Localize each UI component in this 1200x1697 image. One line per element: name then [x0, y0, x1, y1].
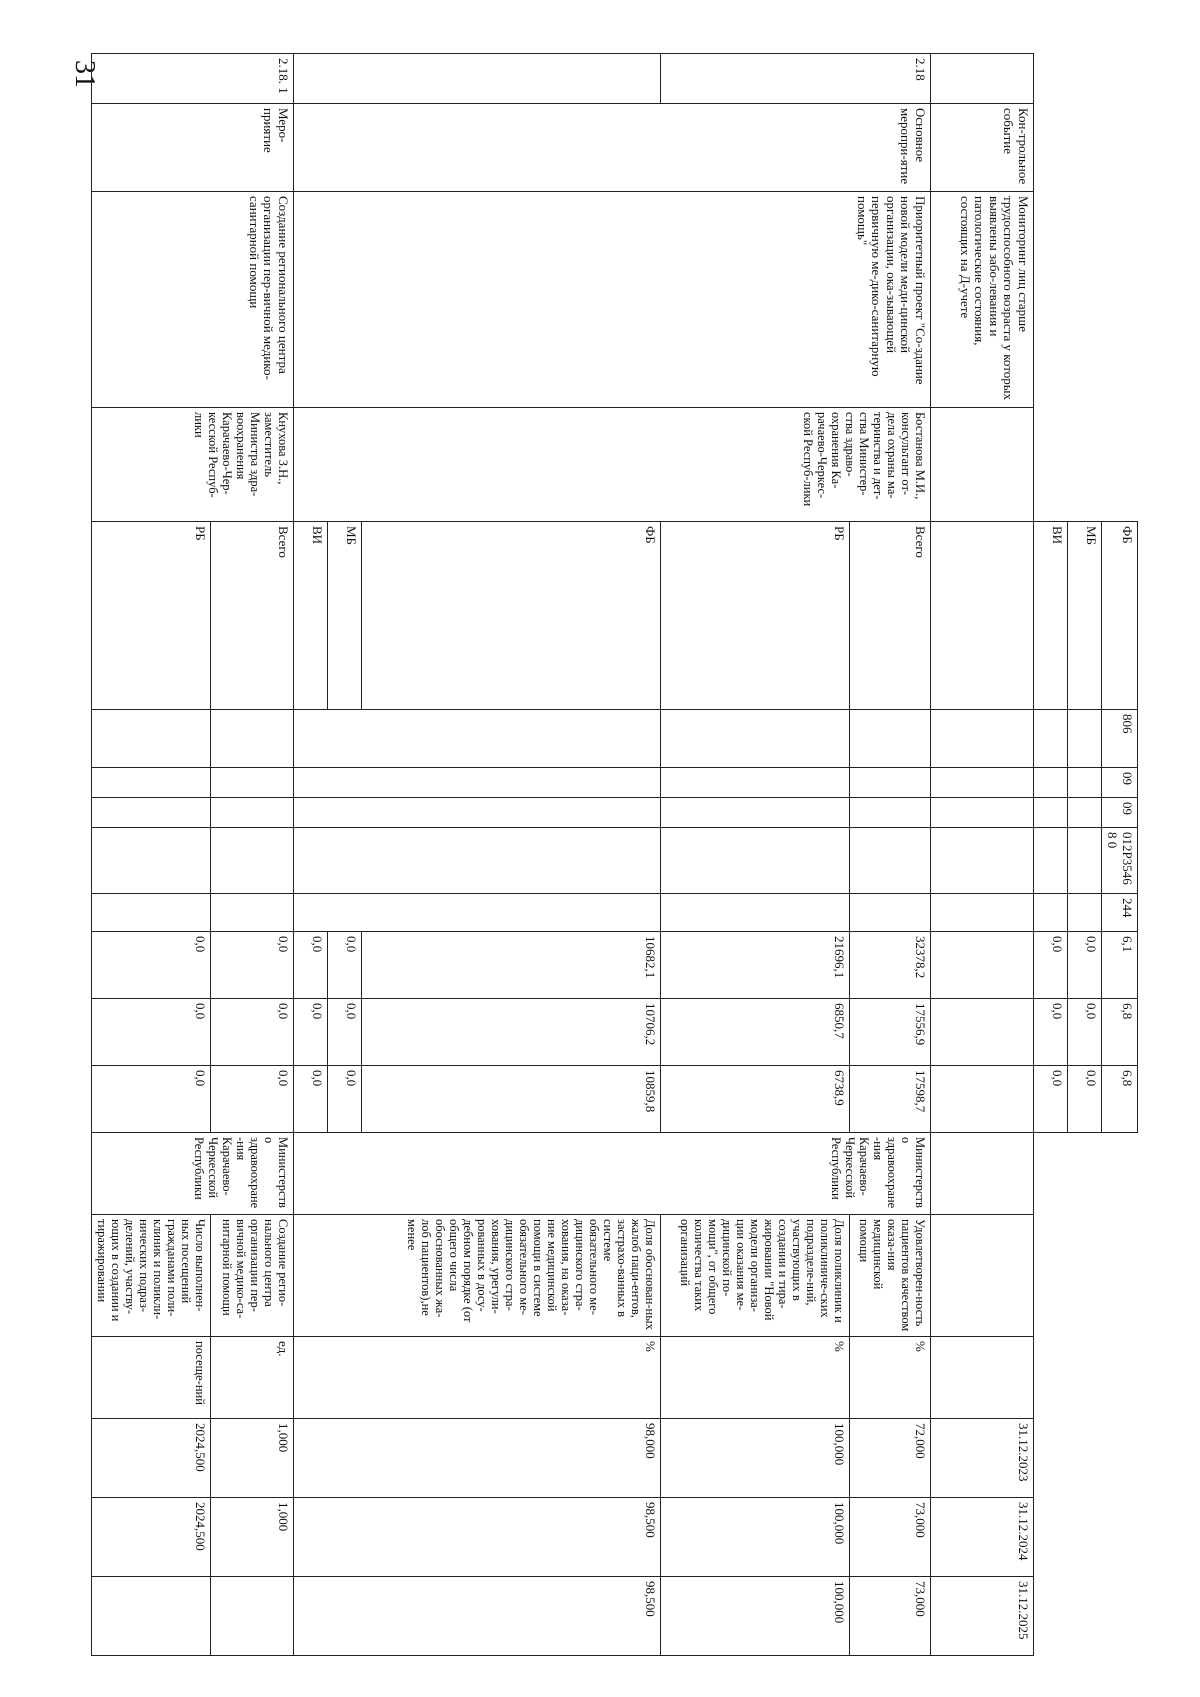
amount-2024-cell: 6850,7 — [660, 999, 849, 1066]
activity-row — [210, 54, 293, 1656]
indicator-2025-cell: 98,500 — [293, 1577, 660, 1656]
responsible-cell: Кнухова З.Н., заместитель Министра здра-воохранения Карачаево-Чер-кесской Респуб-лики — [91, 408, 293, 522]
funding-source-cell: РБ — [660, 522, 849, 710]
amount-2024-cell: 0,0 — [1067, 999, 1101, 1066]
amount-2023-cell: 10682,1 — [361, 932, 660, 999]
amount-2023-cell: 0,0 — [293, 932, 327, 999]
amount-2023-cell: 0,0 — [327, 932, 361, 999]
amount-2024-cell: 0,0 — [293, 999, 327, 1066]
amount-2025-cell: 6,8 — [1101, 1066, 1137, 1133]
amount-2025-cell: 0,0 — [210, 1066, 293, 1133]
funding-source-cell: РБ — [91, 522, 210, 710]
amount-2024-cell: 0,0 — [91, 999, 210, 1066]
funding-source-cell: ФБ — [361, 522, 660, 710]
indicator-2025-cell: 73,000 — [849, 1577, 930, 1656]
amount-2023-cell: 0,0 — [210, 932, 293, 999]
amount-2024-cell: 10706,2 — [361, 999, 660, 1066]
amount-2025-cell: 0,0 — [91, 1066, 210, 1133]
indicator-2023-cell: 1,000 — [210, 1419, 293, 1498]
indicator-2023-cell: 98,000 — [293, 1419, 660, 1498]
amount-2023-cell: 21696,1 — [660, 932, 849, 999]
amount-2025-cell: 0,0 — [293, 1066, 327, 1133]
amount-2024-cell: 0,0 — [1033, 999, 1067, 1066]
table-row — [1067, 54, 1101, 1656]
activity-name-cell: Создание регионального центра организации пер-вичной медико-санитарной помощи — [91, 192, 293, 408]
rz-cell: 09 — [1101, 768, 1137, 798]
activity-number-cell: 2.18. 1 — [91, 54, 293, 104]
amount-2025-cell: 6738,9 — [660, 1066, 849, 1133]
coexecutor-cell: Министерство здравоохране-ния Карачаево-Черкесской Республики — [91, 1133, 293, 1215]
row-type-cell: Меро-приятие — [91, 104, 293, 192]
amount-2025-cell: 0,0 — [1033, 1066, 1067, 1133]
indicator-unit-cell: посеще-ний — [91, 1337, 210, 1419]
amount-2023-cell: 0,0 — [1067, 932, 1101, 999]
amount-2023-cell: 6,1 — [1101, 932, 1137, 999]
activity-name-cell: Приоритетный проект "Со-здание новой модели меди-цинской организации, ока-зывающей первичную ме-дико-санитарную помощь" — [293, 192, 930, 408]
table-row — [1101, 54, 1137, 1656]
coexecutor-cell: Министерство здравоохране-ния Карачаево-Черкесской Республики — [293, 1133, 930, 1215]
date-2025-cell: 31.12.2025 — [930, 1577, 1033, 1656]
indicator-unit-cell: ед. — [210, 1337, 293, 1419]
indicator-name-cell: Доля поликлиник и поликлиниче-ских подразделе-ний, участвующих в создании и тира-жировании "Новой модели организа-ции оказания ме-дицинской по-мощи", от общего количества таких организаций — [660, 1215, 849, 1337]
pr-cell: 09 — [1101, 798, 1137, 828]
indicator-name-cell: Удовлетворен-ность пациентов качеством оказа-ния медицинской помощи — [849, 1215, 930, 1337]
indicator-2024-cell: 98,500 — [293, 1498, 660, 1577]
indicator-2023-cell: 72,000 — [849, 1419, 930, 1498]
vr-cell: 244 — [1101, 894, 1137, 932]
page-number: 31 — [69, 60, 100, 88]
amount-2023-cell: 0,0 — [91, 932, 210, 999]
indicator-2025-cell — [91, 1577, 210, 1656]
grbs-cell: 806 — [1101, 710, 1137, 768]
indicator-2024-cell: 100,000 — [660, 1498, 849, 1577]
amount-2024-cell: 0,0 — [210, 999, 293, 1066]
csr-cell: 012P35468 0 — [1101, 828, 1137, 894]
indicator-name-cell: Создание регио-нального центра организации пер-вичной медико-са-нитарной помощи — [210, 1215, 293, 1337]
funding-source-cell: МБ — [1067, 522, 1101, 710]
amount-2023-cell: 32378,2 — [849, 932, 930, 999]
amount-2024-cell: 0,0 — [327, 999, 361, 1066]
amount-2025-cell: 17598,7 — [849, 1066, 930, 1133]
row-type-cell: Основное меропри-ятие — [293, 104, 930, 192]
main-activity-row — [849, 54, 930, 1656]
indicator-name-cell: Число выполнен-ных посещений гражданами поли-клиник и поликли-нических подраз-делений, участву-ющих в создании и тиражировании — [91, 1215, 210, 1337]
funding-source-cell: Всего — [210, 522, 293, 710]
indicator-2024-cell: 2024,500 — [91, 1498, 210, 1577]
amount-2025-cell: 10859,8 — [361, 1066, 660, 1133]
amount-2024-cell: 6,8 — [1101, 999, 1137, 1066]
control-event-row — [930, 54, 1033, 1656]
indicator-2025-cell — [210, 1577, 293, 1656]
funding-source-cell: Всего — [849, 522, 930, 710]
amount-2025-cell: 0,0 — [327, 1066, 361, 1133]
table-row — [1033, 54, 1067, 1656]
indicator-unit-cell: % — [660, 1337, 849, 1419]
indicator-2025-cell: 100,000 — [660, 1577, 849, 1656]
activity-number-cell: 2.18 — [660, 54, 930, 104]
date-2023-cell: 31.12.2023 — [930, 1419, 1033, 1498]
indicator-2024-cell: 1,000 — [210, 1498, 293, 1577]
amount-2025-cell: 0,0 — [1067, 1066, 1101, 1133]
indicator-2023-cell: 100,000 — [660, 1419, 849, 1498]
amount-2023-cell: 0,0 — [1033, 932, 1067, 999]
funding-source-cell: ФБ — [1101, 522, 1137, 710]
responsible-cell: Бостанова М.И., консультант от-дела охраны ма-теринства и дет-ства Министер-ства здраво-охранения Ка-рачаево-Черкес-ской Респуб-лики — [293, 408, 930, 522]
funding-source-cell: ВИ — [1033, 522, 1067, 710]
rotated-table-wrapper — [88, 53, 1138, 1640]
indicator-2023-cell: 2024,500 — [91, 1419, 210, 1498]
funding-source-cell: МБ — [327, 522, 361, 710]
activity-name-cell: Мониторинг лиц старше трудоспособного возраста у которых выявлены забо-левания и патологические состояния, состоящих на Д-учете — [930, 192, 1033, 408]
funding-source-cell: ВИ — [293, 522, 327, 710]
indicator-unit-cell: % — [849, 1337, 930, 1419]
amount-2024-cell: 17556,9 — [849, 999, 930, 1066]
date-2024-cell: 31.12.2024 — [930, 1498, 1033, 1577]
indicator-2024-cell: 73,000 — [849, 1498, 930, 1577]
indicator-unit-cell: % — [293, 1337, 660, 1419]
program-table — [91, 53, 1138, 1656]
row-type-cell: Кон-трольное событие — [930, 104, 1033, 192]
indicator-name-cell: Доля обоснован-ных жалоб паци-ентов, застрахо-ванных в системе обязательного ме-дицинского стра-хования, на оказа-ние медицинской помощи в системе обязательного ме-дицинского стра-хования, урегули-рованных в досу-дебном порядке (от общего числа обоснованных жа-лоб пациентов),не менее — [293, 1215, 660, 1337]
